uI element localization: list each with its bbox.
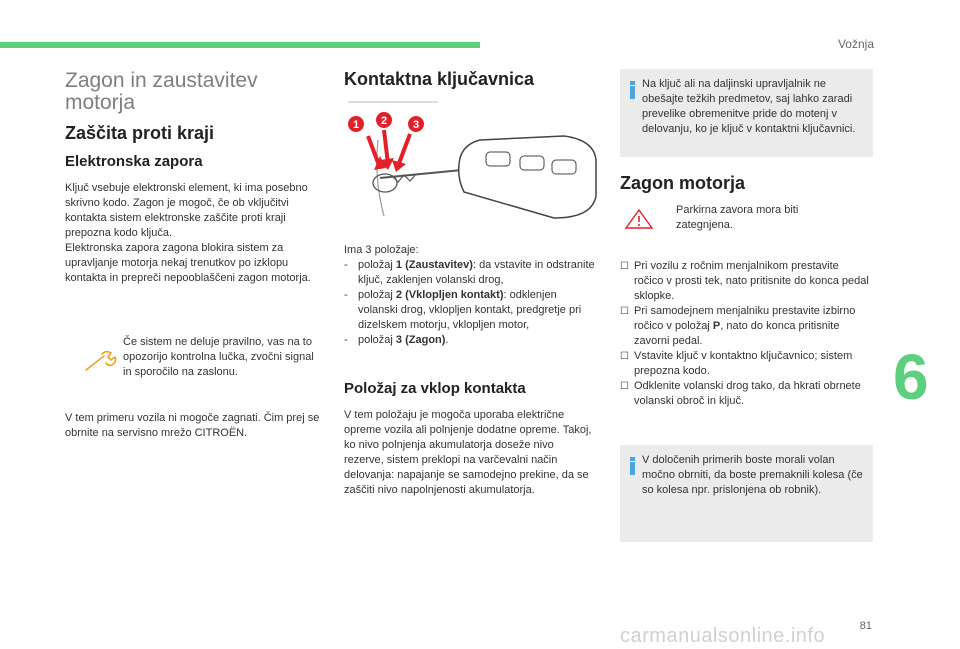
position-item-2: - položaj 2 (Vklopljen kontakt): odklenjen volanski drog, vklopljen kontakt, predgretje pri dizelskem motorju, vklopljen motor, bbox=[344, 289, 582, 331]
accessory-position-text: V tem položaju je mogoča uporaba električne opreme vozila ali polnjenje dodatne opreme. Takoj, ko nivo polnjenja akumulatorja doseže nivo rezerve, sistem preklopi na varčevalni način delovanja: napajanje se samodejno prekine, da se zaščiti nivo napolnjenosti akumulatorja. bbox=[344, 409, 592, 496]
remote-key-fob bbox=[459, 136, 596, 218]
immobiliser-heading: Elektronska zapora bbox=[65, 153, 203, 170]
info-icon bbox=[630, 457, 636, 473]
info-box-text: Na ključ ali na daljinski upravljalnik ne obešajte težkih predmetov, saj lahko zaradi prevelike obremenitve pride do motenj v delovanju, ko je ključ v kontaktni ključavnici. bbox=[642, 78, 856, 135]
immobiliser-paragraph-2: Elektronska zapora zagona blokira sistem za upravljanje motorja nekaj trenutkov po izklopu kontakta in prepreči nepooblaščeni zagon motorja. bbox=[65, 242, 311, 284]
start-step-2: ☐ Pri samodejnem menjalniku prestavite izbirno ročico v položaj P, nato do konca pritisnite zavorni pedal. bbox=[620, 305, 856, 347]
marker-2-label: 2 bbox=[380, 115, 388, 127]
ignition-key-diagram bbox=[344, 100, 604, 236]
engine-start-heading: Zagon motorja bbox=[620, 173, 745, 193]
section-name: Vožnja bbox=[837, 37, 874, 51]
closing-text: V tem primeru vozila ni mogoče zagnati. Čim prej se obrnite na servisno mrežo CITROËN. bbox=[65, 412, 320, 439]
checkbox-bullet-icon: ☐ bbox=[620, 381, 629, 392]
unlock-button bbox=[520, 156, 544, 170]
positions-intro: Ima 3 položaje: bbox=[344, 244, 419, 256]
start-steps-list bbox=[620, 259, 870, 409]
immobiliser-paragraph-1: Ključ vsebuje elektronski element, ki ima posebno skrivno kodo. Zagon je mogoč, če ob vključitvi kontakta sistem elektronske zaščite proti kraji prepozna kodo ključa. bbox=[65, 182, 308, 239]
checkbox-bullet-icon: ☐ bbox=[620, 306, 629, 317]
positions-block bbox=[344, 243, 596, 348]
header-accent-bar bbox=[0, 42, 480, 48]
chapter-number: 6 bbox=[893, 341, 929, 413]
marker-3-label: 3 bbox=[412, 119, 420, 131]
watermark: carmanualsonline.info bbox=[620, 625, 826, 647]
arrow-3 bbox=[398, 134, 410, 166]
warning-triangle-icon bbox=[624, 208, 654, 230]
checkbox-bullet-icon: ☐ bbox=[620, 261, 629, 272]
accessory-position-heading: Položaj za vklop kontakta bbox=[344, 380, 526, 397]
page-title: Zagon in zaustavitev motorja bbox=[65, 69, 258, 114]
warning-note: Če sistem ne deluje pravilno, vas na to opozorijo kontrolna lučka, zvočni signal in sporočilo na zaslonu. bbox=[123, 336, 314, 378]
boot-button bbox=[552, 160, 576, 174]
parking-brake-note: Parkirna zavora mora biti zategnjena. bbox=[676, 204, 799, 231]
position-item-3: - položaj 3 (Zagon). bbox=[344, 334, 449, 346]
theft-protection-heading: Zaščita proti kraji bbox=[65, 123, 215, 143]
immobiliser-text bbox=[65, 181, 321, 286]
start-step-1: ☐ Pri vozilu z ročnim menjalnikom prestavite ročico v prosti tek, nato pritisnite do konca pedal sklopke. bbox=[620, 260, 869, 302]
checkbox-bullet-icon: ☐ bbox=[620, 351, 629, 362]
wrench-icon bbox=[84, 350, 118, 372]
start-steps-block bbox=[620, 259, 870, 409]
ignition-switch-heading: Kontaktna ključavnica bbox=[344, 69, 535, 89]
info-box-steering bbox=[620, 445, 873, 542]
page-number: 81 bbox=[859, 620, 872, 632]
arrow-2 bbox=[384, 130, 388, 164]
lock-button bbox=[486, 152, 510, 166]
info-box-key-weight bbox=[620, 69, 873, 157]
position-item-1: - položaj 1 (Zaustavitev): da vstavite in odstranite ključ, zaklenjen volanski drog, bbox=[344, 259, 595, 286]
info-box-text: V določenih primerih boste morali volan močno obrniti, da boste premaknili kolesa (če so kolesa npr. prislonjena ob robnik). bbox=[642, 454, 863, 496]
info-icon bbox=[630, 81, 636, 97]
positions-list bbox=[344, 258, 596, 348]
start-step-4: ☐ Odklenite volanski drog tako, da hkrati obrnete volanski obroč in ključ. bbox=[620, 380, 861, 407]
marker-1-label: 1 bbox=[352, 119, 360, 131]
start-step-3: ☐ Vstavite ključ v kontaktno ključavnico; sistem prepozna kodo. bbox=[620, 350, 853, 377]
